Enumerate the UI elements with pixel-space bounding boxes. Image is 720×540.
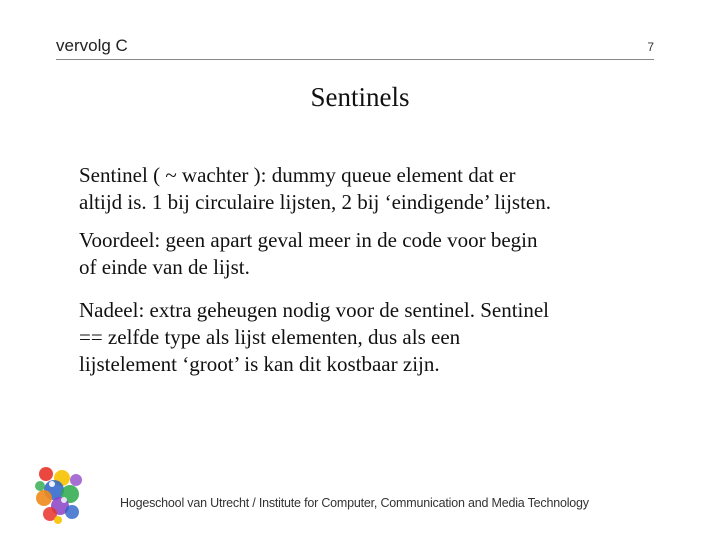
- slide-title: Sentinels: [310, 82, 410, 112]
- paragraph-sentinel-definition: Sentinel ( ~ wachter ): dummy queue element dat er altijd is. 1 bij circulaire lijsten, 2 bij ‘eindigende’ lijsten.: [79, 163, 551, 214]
- colorful-person-logo-icon: [32, 464, 86, 524]
- header-divider: [56, 59, 654, 60]
- slide-header: vervolg C: [56, 36, 128, 55]
- paragraph-disadvantage: Nadeel: extra geheugen nodig voor de sentinel. Sentinel == zelfde type als lijst elementen, dus als een lijstelement ‘groot’ is kan dit kostbaar zijn.: [79, 298, 550, 376]
- slide-footer: Hogeschool van Utrecht / Institute for Computer, Communication and Media Technology: [120, 496, 589, 510]
- paragraph-advantage: Voordeel: geen apart geval meer in de code voor begin of einde van de lijst.: [79, 228, 538, 279]
- slide-body: [79, 162, 659, 389]
- page-number: 7: [647, 40, 654, 54]
